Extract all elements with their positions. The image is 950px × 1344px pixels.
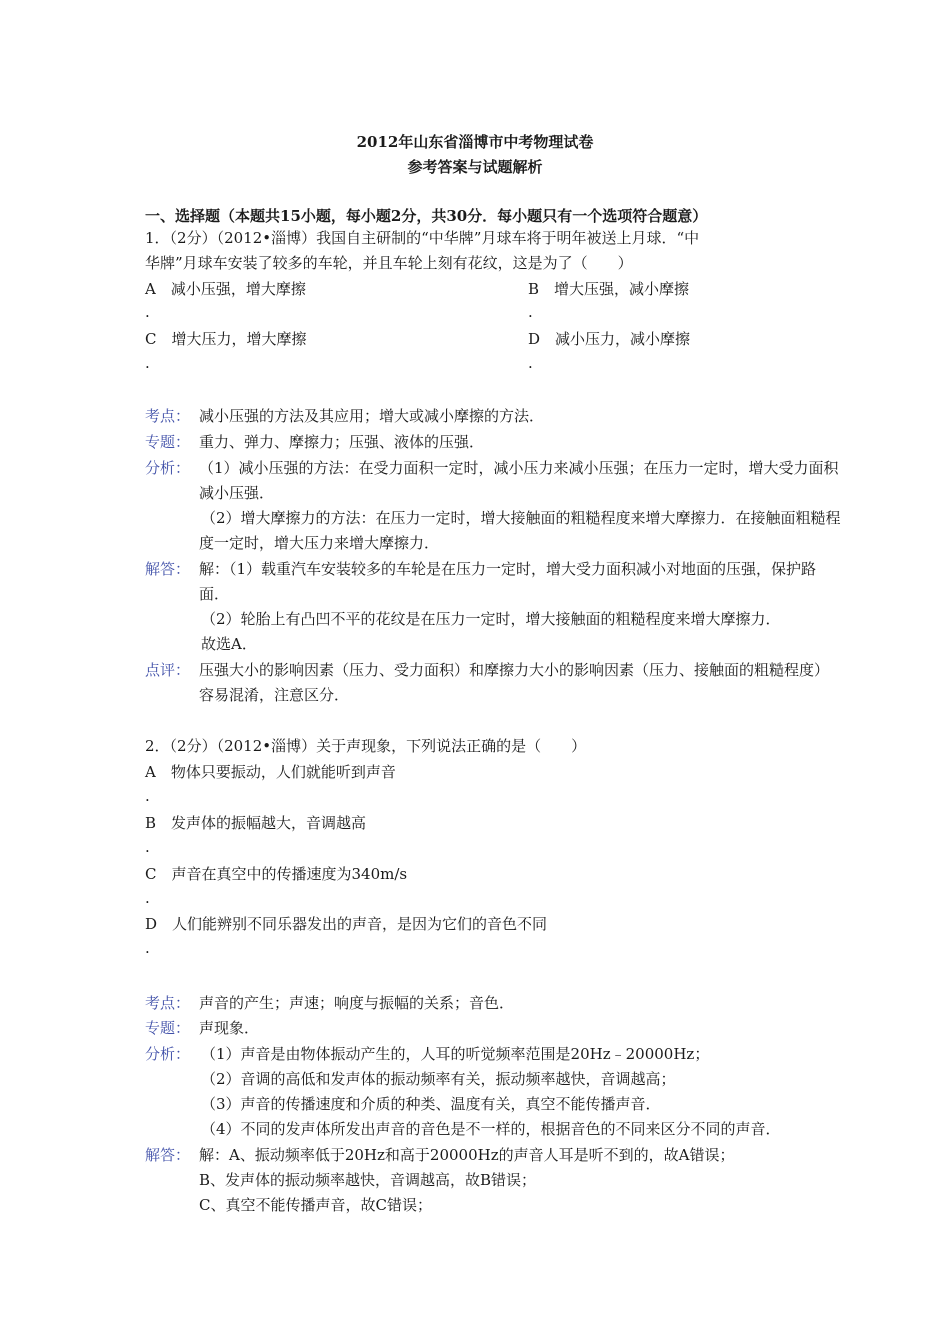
- q1-zhuanti-label: 专题：: [145, 433, 191, 451]
- q1-jieda-line1: 解：（1）载重汽车安装较多的车轮是在压力一定时，增大受力面积减小对地面的压强，保护路: [199, 560, 817, 578]
- q2-jieda-line1: 解：A、振动频率低于20Hz和高于20000Hz的声音人耳是听不到的，故A错误；: [199, 1146, 735, 1164]
- q1-kaodian-text: 减小压强的方法及其应用；增大或减小摩擦的方法．: [199, 407, 545, 425]
- page-subtitle: 参考答案与试题解析: [407, 158, 543, 176]
- section-heading: 一、选择题（本题共15小题，每小题2分，共30分．每小题只有一个选项符合题意）: [145, 207, 708, 225]
- q2-fenxi-line1: （1）声音是由物体振动产生的，人耳的听觉频率范围是20Hz﹣20000Hz；: [201, 1045, 710, 1063]
- q1-option-b: B 增大压强，减小摩擦: [528, 280, 690, 298]
- q1-dianping-line1: 压强大小的影响因素（压力、受力面积）和摩擦力大小的影响因素（压力、接触面的粗糙程度）: [199, 661, 830, 679]
- q2-zhuanti-label: 专题：: [145, 1019, 191, 1037]
- q1-dianping-line2: 容易混淆，注意区分．: [199, 686, 350, 704]
- q2-jieda-line3: C、真空不能传播声音，故C错误；: [199, 1196, 432, 1214]
- q1-jieda-line4: 故选A．: [201, 635, 257, 653]
- q2-option-b-dot: .: [145, 838, 150, 856]
- q1-dianping-label: 点评：: [145, 661, 191, 679]
- q2-jieda-label: 解答：: [145, 1146, 191, 1164]
- q2-fenxi-label: 分析：: [145, 1045, 191, 1063]
- q1-option-c-dot: .: [145, 354, 150, 372]
- q2-option-a-dot: .: [145, 787, 150, 805]
- q2-jieda-line2: B、发声体的振动频率越快，音调越高，故B错误；: [199, 1171, 537, 1189]
- q2-option-c-dot: .: [145, 889, 150, 907]
- q1-fenxi-line1: （1）减小压强的方法：在受力面积一定时，减小压力来减小压强；在压力一定时，增大受力面积: [199, 459, 839, 477]
- q1-jieda-line3: （2）轮胎上有凸凹不平的花纹是在压力一定时，增大接触面的粗糙程度来增大摩擦力．: [201, 610, 781, 628]
- q1-fenxi-line4: 度一定时，增大压力来增大摩擦力．: [199, 534, 440, 552]
- q2-zhuanti-text: 声现象．: [199, 1019, 260, 1037]
- q1-stem-line1: 1．（2分）（2012•淄博）我国自主研制的“中华牌”月球车将于明年被送上月球．“中: [145, 229, 700, 247]
- q1-option-a-dot: .: [145, 303, 150, 321]
- q2-kaodian-label: 考点：: [145, 994, 191, 1012]
- q2-option-c: C 声音在真空中的传播速度为340m/s: [145, 865, 408, 883]
- q1-kaodian-label: 考点：: [145, 407, 191, 425]
- q1-option-d-dot: .: [528, 354, 533, 372]
- q1-fenxi-label: 分析：: [145, 459, 191, 477]
- q2-option-d: D 人们能辨别不同乐器发出的声音，是因为它们的音色不同: [145, 915, 548, 933]
- q2-fenxi-line2: （2）音调的高低和发声体的振动频率有关，振动频率越快，音调越高；: [201, 1070, 676, 1088]
- q1-fenxi-line2: 减小压强．: [199, 484, 275, 502]
- q2-option-b: B 发声体的振幅越大，音调越高: [145, 814, 367, 832]
- q1-stem-line2: 华牌”月球车安装了较多的车轮，并且车轮上刻有花纹，这是为了（ ）: [145, 254, 633, 272]
- q2-option-a: A 物体只要振动，人们就能听到声音: [145, 763, 396, 781]
- q1-option-b-dot: .: [528, 303, 533, 321]
- q1-zhuanti-text: 重力、弹力、摩擦力；压强、液体的压强．: [199, 433, 485, 451]
- q1-option-a: A 减小压强，增大摩擦: [145, 280, 306, 298]
- page-title: 2012年山东省淄博市中考物理试卷: [356, 133, 594, 151]
- q1-option-c: C 增大压力，增大摩擦: [145, 330, 307, 348]
- q1-jieda-line2: 面．: [199, 585, 230, 603]
- q1-option-d: D 减小压力，减小摩擦: [528, 330, 691, 348]
- q1-fenxi-line3: （2）增大摩擦力的方法：在压力一定时，增大接触面的粗糙程度来增大摩擦力．在接触面粗糙程: [201, 509, 841, 527]
- q2-fenxi-line4: （4）不同的发声体所发出声音的音色是不一样的，根据音色的不同来区分不同的声音．: [201, 1120, 781, 1138]
- q2-kaodian-text: 声音的产生；声速；响度与振幅的关系；音色．: [199, 994, 515, 1012]
- q2-option-d-dot: .: [145, 939, 150, 957]
- q2-stem: 2．（2分）（2012•淄博）关于声现象，下列说法正确的是（ ）: [145, 737, 587, 755]
- q2-fenxi-line3: （3）声音的传播速度和介质的种类、温度有关，真空不能传播声音．: [201, 1095, 661, 1113]
- q1-jieda-label: 解答：: [145, 560, 191, 578]
